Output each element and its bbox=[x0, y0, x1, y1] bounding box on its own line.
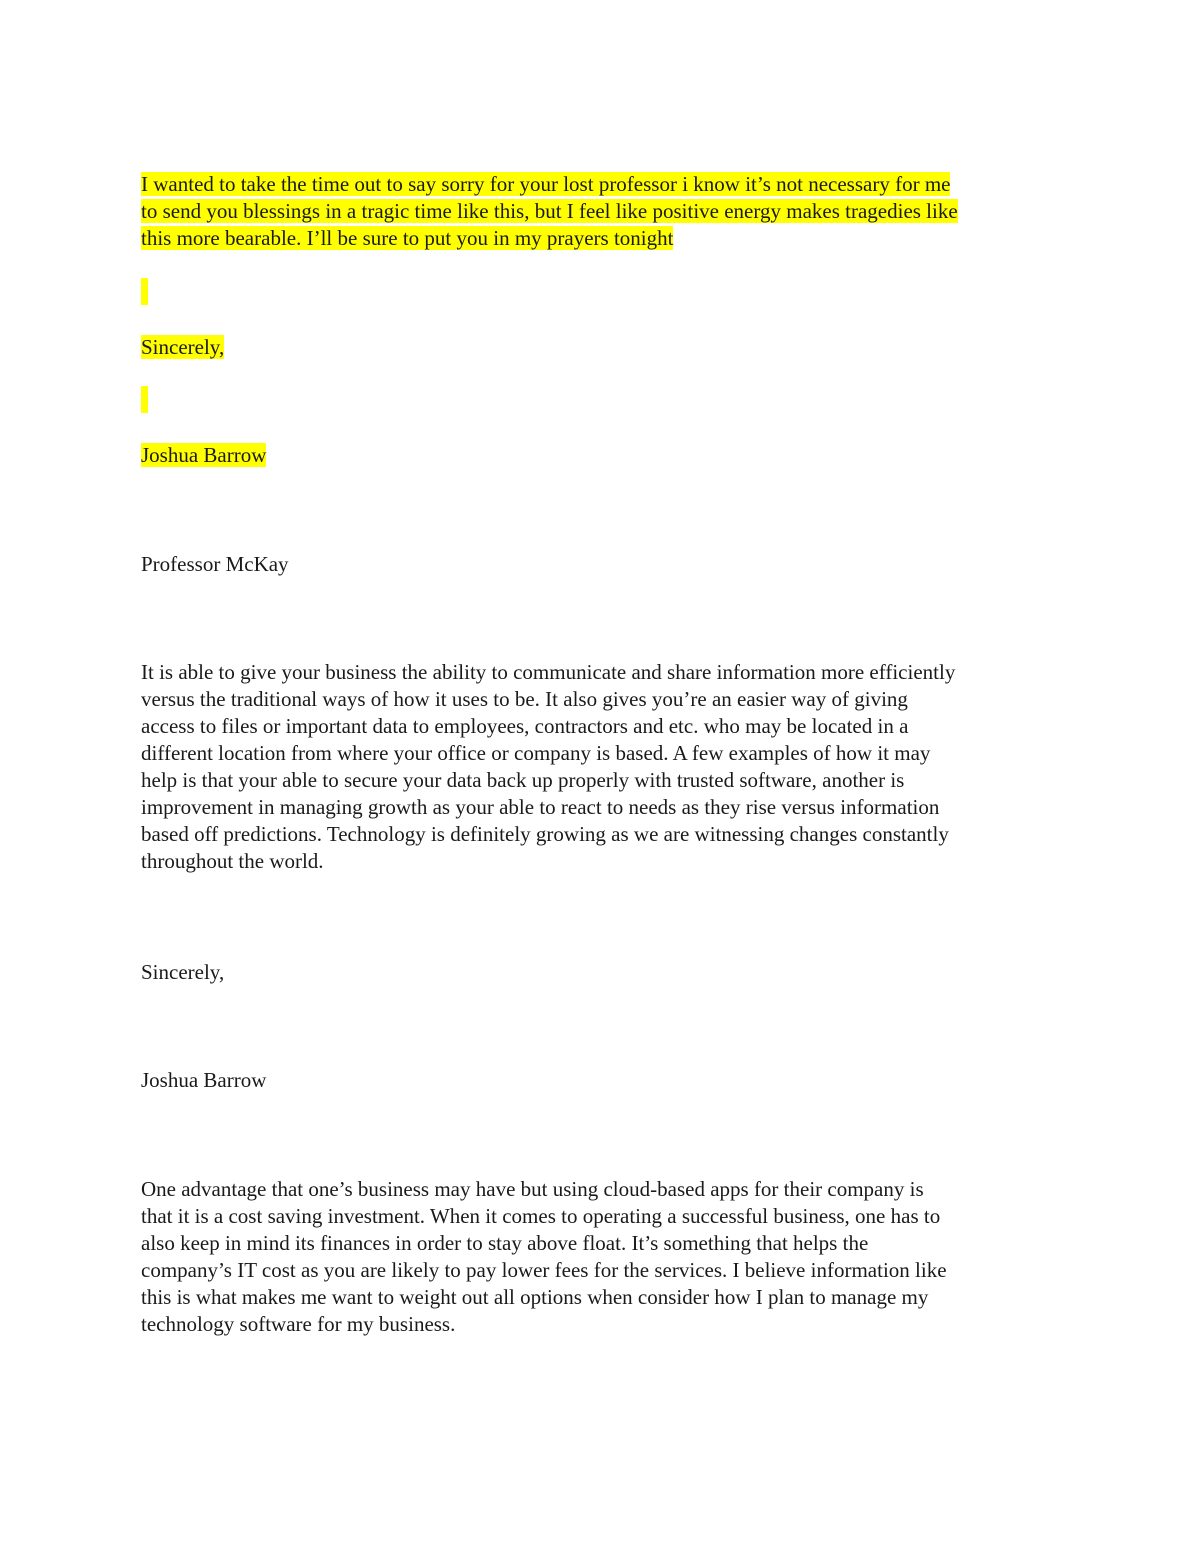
signature bbox=[141, 442, 1061, 469]
signature: Joshua Barrow bbox=[141, 1068, 267, 1092]
paragraph-line: technology software for my business. bbox=[141, 1312, 456, 1336]
paragraph-line: It is able to give your business the ability to communicate and share information more efficiently bbox=[141, 660, 956, 684]
signature-text: Joshua Barrow bbox=[141, 443, 267, 467]
paragraph-line: company’s IT cost as you are likely to pay lower fees for the services. I believe information like bbox=[141, 1258, 947, 1282]
paragraph-line: this more bearable. I’ll be sure to put you in my prayers tonight bbox=[141, 226, 674, 250]
paragraph-line: One advantage that one’s business may have but using cloud-based apps for their company is bbox=[141, 1177, 924, 1201]
closing-text: Sincerely, bbox=[141, 335, 225, 359]
salutation: Professor McKay bbox=[141, 552, 289, 576]
body-paragraph bbox=[141, 1176, 1061, 1338]
body-paragraph bbox=[141, 659, 1061, 875]
paragraph-line: also keep in mind its finances in order to stay above float. It’s something that helps the bbox=[141, 1231, 869, 1255]
paragraph-line: based off predictions. Technology is definitely growing as we are witnessing changes constantly bbox=[141, 822, 949, 846]
empty-highlighted-line bbox=[141, 278, 148, 305]
paragraph-line: to send you blessings in a tragic time like this, but I feel like positive energy makes tragedies like bbox=[141, 199, 958, 223]
paragraph-line: I wanted to take the time out to say sorry for your lost professor i know it’s not necessary for me bbox=[141, 172, 951, 196]
paragraph-line: help is that your able to secure your data back up properly with trusted software, another is bbox=[141, 768, 905, 792]
paragraph-line: different location from where your office or company is based. A few examples of how it may bbox=[141, 741, 931, 765]
paragraph-line: improvement in managing growth as your able to react to needs as they rise versus information bbox=[141, 795, 940, 819]
paragraph-line: versus the traditional ways of how it uses to be. It also gives you’re an easier way of giving bbox=[141, 687, 908, 711]
empty-highlighted-line bbox=[141, 386, 148, 413]
closing bbox=[141, 334, 1061, 361]
paragraph-line: throughout the world. bbox=[141, 849, 324, 873]
paragraph-line: that it is a cost saving investment. When it comes to operating a successful business, one has to bbox=[141, 1204, 941, 1228]
paragraph-line: access to files or important data to employees, contractors and etc. who may be located in a bbox=[141, 714, 909, 738]
paragraph-line: this is what makes me want to weight out all options when consider how I plan to manage my bbox=[141, 1285, 929, 1309]
condolence-paragraph bbox=[141, 171, 1061, 252]
closing: Sincerely, bbox=[141, 960, 225, 984]
